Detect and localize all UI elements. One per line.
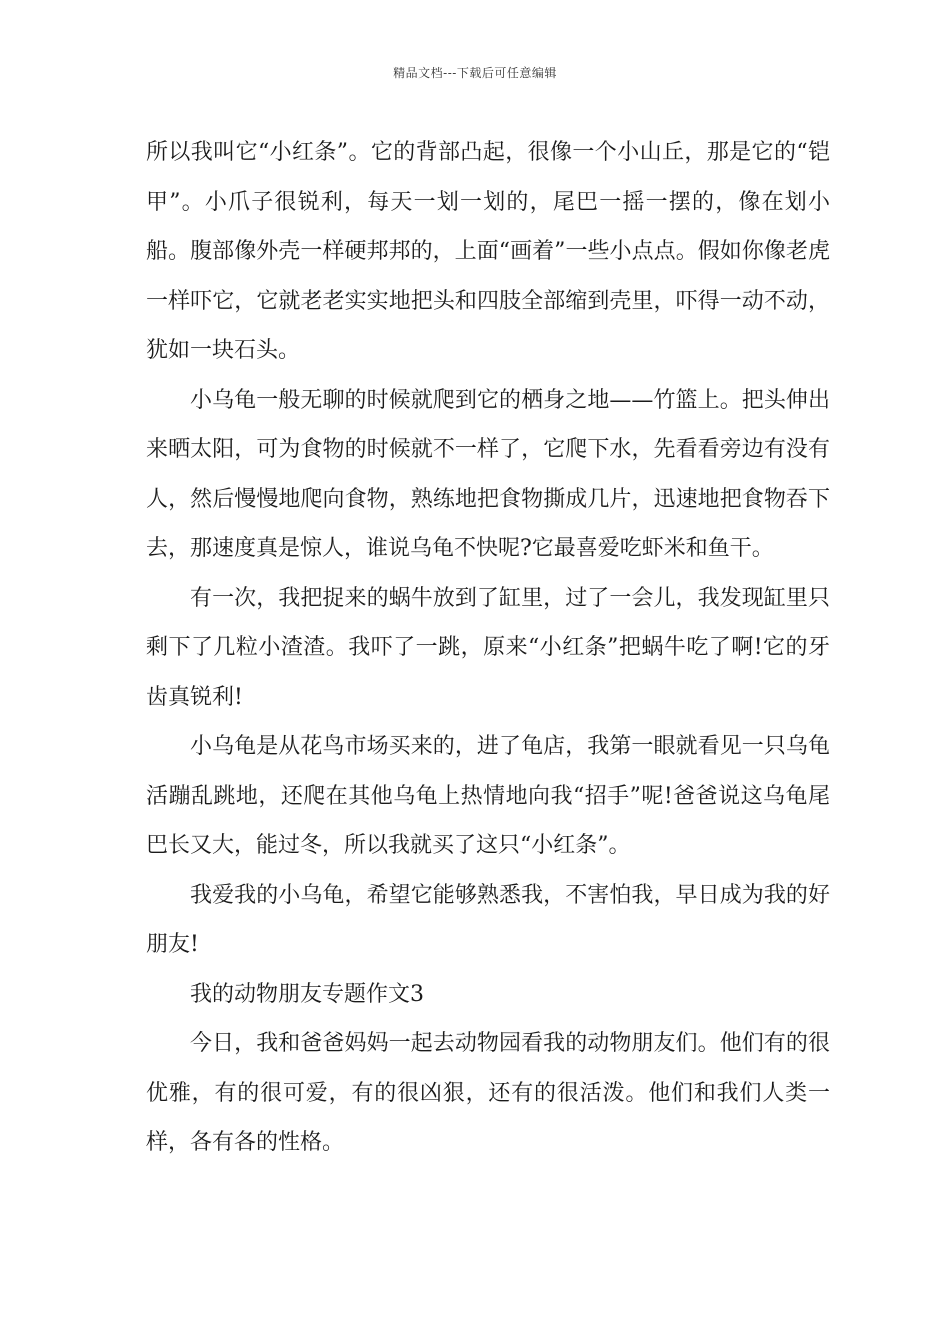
paragraph: 小乌龟一般无聊的时候就爬到它的栖身之地——竹篮上。把头伸出来晒太阳，可为食物的时候就不一样了，它爬下水，先看看旁边有没有人，然后慢慢地爬向食物，熟练地把食物撕成几片，迅速地把食物吞下去，那速度真是惊人，谁说乌龟不快呢?它最喜爱吃虾米和鱼干。 <box>146 387 830 561</box>
paragraph: 小乌龟是从花鸟市场买来的，进了龟店，我第一眼就看见一只乌龟活蹦乱跳地，还爬在其他乌龟上热情地向我“招手”呢!爸爸说这乌龟尾巴长又大，能过冬，所以我就买了这只“小红条”。 <box>146 734 830 858</box>
document-body <box>146 128 830 1168</box>
section-heading: 我的动物朋友专题作文3 <box>190 981 424 1007</box>
page-header: 精品文档---下载后可任意编辑 <box>393 66 557 80</box>
paragraph: 我爱我的小乌龟，希望它能够熟悉我，不害怕我，早日成为我的好朋友! <box>146 882 830 957</box>
paragraph-continuation: 所以我叫它“小红条”。它的背部凸起，很像一个小山丘，那是它的“铠甲”。小爪子很锐利，每天一划一划的，尾巴一摇一摆的，像在划小船。腹部像外壳一样硬邦邦的，上面“画着”一些小点点。假如你像老虎一样吓它，它就老老实实地把头和四肢全部缩到壳里，吓得一动不动，犹如一块石头。 <box>146 140 830 363</box>
paragraph: 今日，我和爸爸妈妈一起去动物园看我的动物朋友们。他们有的很优雅，有的很可爱，有的很凶狠，还有的很活泼。他们和我们人类一样，各有各的性格。 <box>146 1031 830 1155</box>
paragraph: 有一次，我把捉来的蜗牛放到了缸里，过了一会儿，我发现缸里只剩下了几粒小渣渣。我吓了一跳，原来“小红条”把蜗牛吃了啊!它的牙齿真锐利! <box>146 585 830 710</box>
